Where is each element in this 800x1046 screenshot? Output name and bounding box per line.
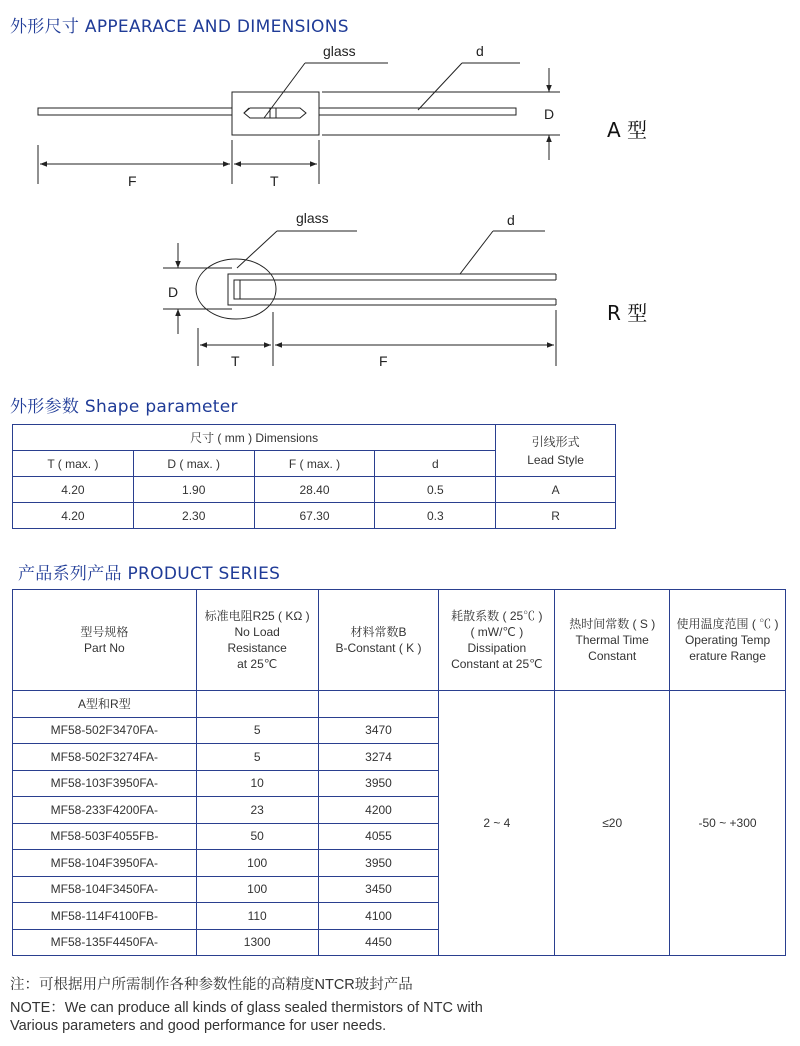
cell-part: MF58-502F3470FA- (13, 717, 197, 744)
dissipation-header-unit: ( mW/℃ ) (470, 625, 524, 639)
r-T-label: T (231, 353, 240, 369)
resistance-header (196, 590, 318, 691)
resistance-header-en1: No Load (234, 625, 280, 639)
cell-F: 67.30 (254, 503, 375, 529)
type-label-r: R 型 (607, 301, 648, 325)
dimension-diagrams (0, 0, 800, 390)
cell-r25 (196, 691, 318, 718)
cell-part: MF58-104F3450FA- (13, 876, 197, 903)
temp-range-header (670, 590, 786, 691)
cell-F: 28.40 (254, 477, 375, 503)
table-row-group (13, 691, 786, 718)
cell-b: 3470 (318, 717, 439, 744)
r-glass-label: glass (296, 210, 329, 226)
product-series-table (12, 589, 786, 956)
dissipation-header-en2: Constant at 25℃ (451, 657, 543, 671)
cell-r25: 100 (196, 876, 318, 903)
diagram-r (163, 231, 556, 366)
thermal-time-header-en2: Constant (588, 649, 637, 663)
cell-b: 4450 (318, 929, 439, 956)
dissipation-value: 2 ~ 4 (439, 691, 555, 956)
cell-b: 4100 (318, 903, 439, 930)
cell-T: 4.20 (13, 503, 134, 529)
cell-T: 4.20 (13, 477, 134, 503)
diagram-a (38, 63, 560, 184)
cell-part: MF58-114F4100FB- (13, 903, 197, 930)
temp-range-header-en1: Operating Temp (684, 633, 771, 647)
cell-b: 3950 (318, 850, 439, 877)
a-d-label: d (476, 43, 484, 59)
a-D-label: D (544, 106, 555, 122)
cell-r25: 23 (196, 797, 318, 824)
col-header-D: D ( max. ) (133, 451, 254, 477)
note-cn: 注：可根据用户所需制作各种参数性能的高精度NTCR玻封产品 (10, 977, 413, 993)
lead-style-header (496, 425, 616, 477)
note-en-line1: NOTE：We can produce all kinds of glass sealed thermistors of NTC with (10, 1000, 483, 1016)
lead-style-header-cn: 引线形式 (531, 434, 580, 449)
cell-D: 1.90 (133, 477, 254, 503)
table-row (13, 503, 616, 529)
dimensions-header: 尺寸 ( mm ) Dimensions (13, 425, 496, 451)
cell-lead: A (496, 477, 616, 503)
cell-part: MF58-233F4200FA- (13, 797, 197, 824)
cell-r25: 5 (196, 744, 318, 771)
resistance-header-cn: 标准电阻R25 ( KΩ ) (204, 609, 310, 623)
cell-D: 2.30 (133, 503, 254, 529)
cell-part: MF58-502F3274FA- (13, 744, 197, 771)
thermal-time-header-en1: Thermal Time (575, 633, 649, 647)
col-header-d: d (375, 451, 496, 477)
cell-b (318, 691, 439, 718)
cell-part: MF58-103F3950FA- (13, 770, 197, 797)
cell-r25: 50 (196, 823, 318, 850)
thermal-time-header-cn: 热时间常数 ( S ) (569, 617, 656, 631)
col-header-T: T ( max. ) (13, 451, 134, 477)
r-F-label: F (379, 353, 388, 369)
temp-range-header-cn: 使用温度范围 ( ℃ ) (676, 617, 779, 631)
cell-r25: 1300 (196, 929, 318, 956)
cell-d: 0.3 (375, 503, 496, 529)
cell-b: 4055 (318, 823, 439, 850)
cell-d: 0.5 (375, 477, 496, 503)
part-no-header-cn: 型号规格 (80, 625, 129, 639)
col-header-F: F ( max. ) (254, 451, 375, 477)
resistance-header-en3: at 25℃ (237, 657, 278, 671)
resistance-header-en2: Resistance (227, 641, 287, 655)
part-no-header-en: Part No (84, 641, 125, 655)
b-constant-header (318, 590, 439, 691)
b-constant-header-cn: 材料常数B (350, 625, 407, 639)
lead-style-header-en: Lead Style (527, 452, 584, 467)
cell-lead: R (496, 503, 616, 529)
section-title-appearance: 外形尺寸 APPEARACE AND DIMENSIONS (10, 17, 349, 37)
cell-b: 3450 (318, 876, 439, 903)
cell-r25: 10 (196, 770, 318, 797)
table-row (13, 477, 616, 503)
temp-range-header-en2: erature Range (689, 649, 766, 663)
cell-r25: 100 (196, 850, 318, 877)
b-constant-header-en: B-Constant ( K ) (335, 641, 422, 655)
note-en-line2: Various parameters and good performance for user needs. (10, 1018, 387, 1034)
section-title-shape: 外形参数 Shape parameter (10, 397, 238, 417)
dissipation-header-en1: Dissipation (467, 641, 527, 655)
a-inner-capsule (244, 108, 306, 118)
cell-b: 3950 (318, 770, 439, 797)
dissipation-header (439, 590, 555, 691)
cell-b: 3274 (318, 744, 439, 771)
cell-r25: 110 (196, 903, 318, 930)
a-T-label: T (270, 173, 279, 189)
r-D-label: D (168, 284, 179, 300)
shape-parameter-table (12, 424, 616, 529)
group-label: A型和R型 (13, 691, 197, 718)
a-glass-label: glass (323, 43, 356, 59)
part-no-header (13, 590, 197, 691)
thermal-time-value: ≤20 (555, 691, 670, 956)
thermal-time-header (555, 590, 670, 691)
cell-part: MF58-135F4450FA- (13, 929, 197, 956)
type-label-a: A 型 (607, 118, 648, 142)
dissipation-header-cn: 耗散系数 ( 25℃ ) (451, 609, 543, 623)
r-d-label: d (507, 212, 515, 228)
section-title-product-series: 产品系列产品 PRODUCT SERIES (18, 564, 281, 584)
cell-r25: 5 (196, 717, 318, 744)
cell-part: MF58-104F3950FA- (13, 850, 197, 877)
temp-range-value: -50 ~ +300 (670, 691, 786, 956)
cell-b: 4200 (318, 797, 439, 824)
cell-part: MF58-503F4055FB- (13, 823, 197, 850)
a-F-label: F (128, 173, 137, 189)
